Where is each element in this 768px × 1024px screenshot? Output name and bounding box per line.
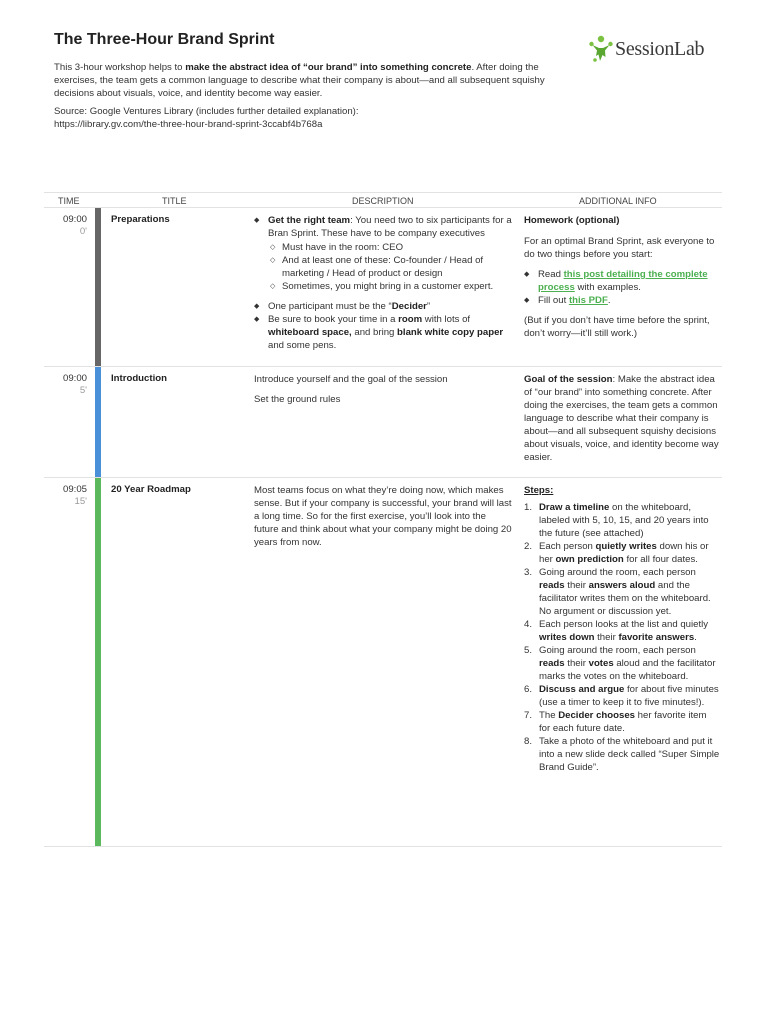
list-item: 8. Take a photo of the whiteboard and put it into a new slide deck called “Super Simple Brand Guide”. (524, 736, 720, 773)
list-item: 2. Each person quietly writes down his or her own prediction for all four dates. (524, 541, 709, 565)
color-bar (95, 208, 101, 366)
source-url[interactable]: https://library.gv.com/the-three-hour-brand-sprint-3ccabf4b768a (54, 118, 323, 130)
row-additional-info: Homework (optional) For an optimal Brand Sprint, ask everyone to do two things before you start: ◆ Read this post detailing the complete process with examples. ◆ Fill out this PDF. (But if you don’t have time before the sprint, don’t worry—it’ll still work.) (524, 214, 720, 347)
header-description: DESCRIPTION (352, 196, 414, 206)
row-time: 09:00 0' (62, 214, 87, 237)
row-time: 09:00 5' (62, 373, 87, 396)
row-description: Introduce yourself and the goal of the session Set the ground rules (254, 374, 448, 405)
row-title: Preparations (111, 214, 170, 225)
source-line: Source: Google Ventures Library (includes further detailed explanation): (54, 106, 359, 117)
intro-paragraph: This 3-hour workshop helps to make the abstract idea of “our brand” into something concrete. After doing the exercises, the team gets a common language to describe what their company is about—and all subsequent squishy decisions about visuals, voice, and identity become way easier. (54, 62, 545, 99)
steps-list (524, 501, 720, 774)
row-time: 09:05 15' (62, 484, 87, 507)
color-bar (95, 478, 101, 846)
header-additional-info: ADDITIONAL INFO (579, 196, 657, 206)
page-title: The Three-Hour Brand Sprint (54, 31, 275, 48)
color-bar (95, 367, 101, 477)
row-title: Introduction (111, 373, 167, 384)
steps-label: Steps: (524, 485, 554, 496)
list-item: 3. Going around the room, each person reads their answers aloud and the facilitator writes them on the whiteboard. No argument or discussion yet. (524, 567, 711, 617)
row-description: Most teams focus on what they’re doing now, which makes sense. But if your company is successful, your brand will last a long time. So for the first exercise, you’ll look into the future and think about what your company might be doing 20 years from now. (254, 485, 512, 548)
list-item: 5. Going around the room, each person reads their votes aloud and the facilitator marks the votes on the whiteboard. (524, 645, 716, 682)
process-post-link[interactable]: this post detailing the complete process (538, 269, 708, 293)
list-item: 6. Discuss and argue for about five minutes (use a timer to keep it to five minutes!). (524, 684, 719, 708)
list-item: 1. Draw a timeline on the whiteboard, labeled with 5, 10, 15, and 20 years into the future (see attached) (524, 502, 709, 539)
pdf-link[interactable]: this PDF (568, 295, 608, 306)
sessionlab-logo[interactable] (588, 34, 714, 64)
row-title: 20 Year Roadmap (111, 484, 191, 495)
row-additional-info: Goal of the session: Make the abstract idea of “our brand” into something concrete. After doing the exercises, the team gets a common language to describe what their company is about—and all subsequent squishy decisions about visuals, voice, and identity become way easier. (524, 374, 719, 463)
list-item: 4. Each person looks at the list and quietly writes down their favorite answers. (524, 619, 709, 643)
source-citation (54, 106, 574, 131)
table-row (44, 208, 722, 367)
table-row (44, 478, 722, 847)
header-title: TITLE (162, 196, 187, 206)
table-header (44, 192, 722, 208)
logo-wordmark: SessionLab (615, 37, 705, 60)
list-item: 7. The Decider chooses her favorite item for each future date. (524, 710, 707, 734)
row-additional-info (524, 484, 720, 774)
sessionlab-figure-icon (588, 35, 614, 63)
agenda-table (44, 192, 722, 847)
table-row (44, 367, 722, 478)
row-description: ◆ Get the right team: You need two to six participants for a Bran Sprint. These have to be company executives ◇ Must have in the room: CEO ◇ And at least one of these: Co-founder / Head of marketing / Head of product or design ◇ Sometimes, you might bring in a customer expert. ◆ One participant must be the “Decider” ◆ Be sure to book your time in a room with lots of whiteboard space, and bring blank white copy paper and some pens. (254, 214, 512, 352)
header-time: TIME (58, 196, 80, 206)
